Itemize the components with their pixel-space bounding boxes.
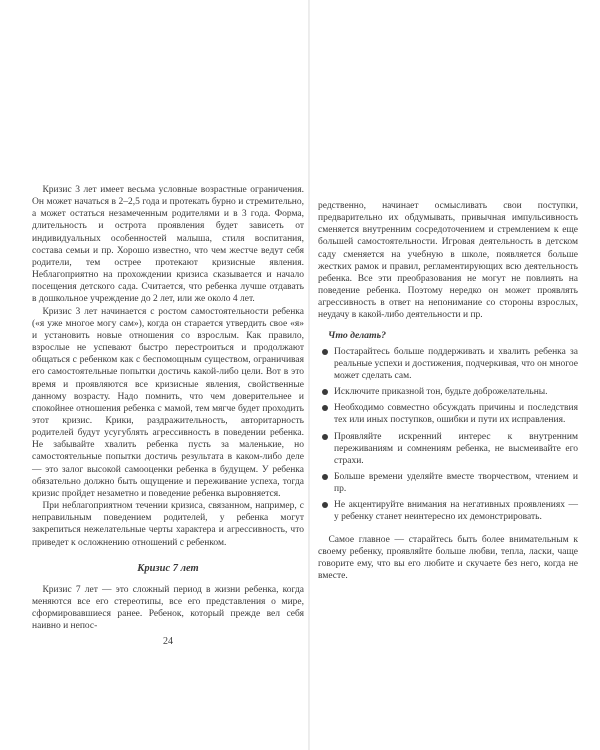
paragraph-crisis-7-continued: редственно, начинает осмысливать свои поступки, предварительно их обдумывать, привычная импульсивность сменяется внутренним сосредоточением и стремлением к еще большей самостоятельности. Игровая деятельность в детском саду сменяется на учебную в школе, появляется больше жестких рамок и правил, регламентирующих всю деятельность ребенка. Все эти преобразования не могут не повлиять на поведение ребенка. Поэтому нередко он может проявлять агрессивность в ответ на непонимание со стороны взрослых, неудачу в какой-либо деятельности и пр. <box>318 201 578 321</box>
advice-list <box>318 346 578 524</box>
paragraph-crisis-7-intro: Кризис 7 лет — это сложный период в жизни ребенка, когда меняются все его стереотипы, все его представления о мире, сформировавшиеся ранее. Ребенок, который прежде вел себя наивно и непос- <box>32 584 304 632</box>
right-page <box>318 200 578 582</box>
advice-text: Необходимо совместно обсуждать причины и последствия тех или иных поступков, ошибки и пути их исправления. <box>334 403 578 426</box>
book-gutter <box>308 0 310 750</box>
advice-text: Не акцентируйте внимания на негативных проявлениях — у ребенку станет неинтересно их демонстрировать. <box>334 500 578 523</box>
advice-text: Исключите приказной тон, будьте доброжелательны. <box>334 387 548 398</box>
paragraph-crisis-3-unfavorable: При неблагоприятном течении кризиса, связанном, например, с неправильным поведением родителей, у ребенка могут закрепиться нежелательные черты характера и агрессивность, что приведет к осложнению отношений с ребенком. <box>32 501 304 548</box>
advice-text: Постарайтесь больше поддерживать и хвалить ребенка за реальные успехи и достижения, подчеркивая, что он многое может сделать сам. <box>334 346 578 381</box>
advice-item <box>318 402 578 426</box>
page-number: 24 <box>163 636 173 648</box>
bullet-icon <box>322 389 328 395</box>
bullet-icon <box>322 434 328 440</box>
advice-text: Больше времени уделяйте вместе творчеством, чтением и пр. <box>334 471 578 495</box>
advice-text: Проявляйте искренний интерес к внутренним переживаниям и сомнениям ребенка, не высмеивайте его страхи. <box>334 431 578 466</box>
advice-item <box>318 471 578 495</box>
bullet-icon <box>322 502 328 508</box>
advice-item <box>318 499 578 523</box>
advice-item <box>318 386 578 398</box>
advice-item <box>318 431 578 467</box>
bullet-icon <box>322 474 328 480</box>
advice-item <box>318 346 578 382</box>
bullet-icon <box>322 349 328 355</box>
paragraph-crisis-3-onset: Кризис 3 лет начинается с ростом самостоятельности ребенка («я уже многое могу сам»), когда он старается утвердить свое «я» и установить новые отношения со взрослым. Как правило, взрослые не успевают быстро перестроиться и продолжают общаться с ребенком как с беспомощным существом, ограничивая его самостоятельные попытки достичь какой-либо цели. Вот в это время и проявляются все кризисные явления, свойственные данному возрасту. Надо помнить, что чем доверительнее и спокойнее отношения ребенка с мамой, тем мягче будет проходить этот кризис. Крики, раздражительность, авторитарность родителей будут усугублять агрессивность в поведении ребенка. Не забывайте хвалить ребенка пусть за маленькие, но самостоятельные попытки достичь результата в каком-либо деле — это залог высокой самооценки ребенка в будущем. У ребенка обязательно должно быть ощущение и переживание успеха, тогда кризис пройдет незаметно и поведение ребенка выровняется. <box>32 306 304 499</box>
subheading-what-to-do: Что делать? <box>328 329 387 341</box>
paragraph-main-advice: Самое главное — старайтесь быть более внимательным к своему ребенку, проявляйте больше любви, тепла, ласки, чаще говорите ему, что вы его любите и скучаете без него, когда не вместе. <box>318 534 578 582</box>
paragraph-crisis-3-age-limits: Кризис 3 лет имеет весьма условные возрастные ограничения. Он может начаться в 2–2,5 года и протекать бурно и стремительно, а может остаться незамеченным родителями и в 3 года. Форма, длительность и острота проявления будет зависеть от индивидуальных особенностей малыша, стиля воспитания, состава семьи и пр. Хорошо известно, что чем жестче ведут себя родители, тем острее протекают кризисные явления. Неблагоприятно на прохождении кризиса сказывается и начало посещения детского сада. Считается, что ребенка лучше отдавать в дошкольное учреждение до 2 лет, или же около 4 лет. <box>32 185 304 305</box>
left-page <box>32 184 304 647</box>
bullet-icon <box>322 405 328 411</box>
section-heading-crisis-7: Кризис 7 лет <box>137 562 199 574</box>
